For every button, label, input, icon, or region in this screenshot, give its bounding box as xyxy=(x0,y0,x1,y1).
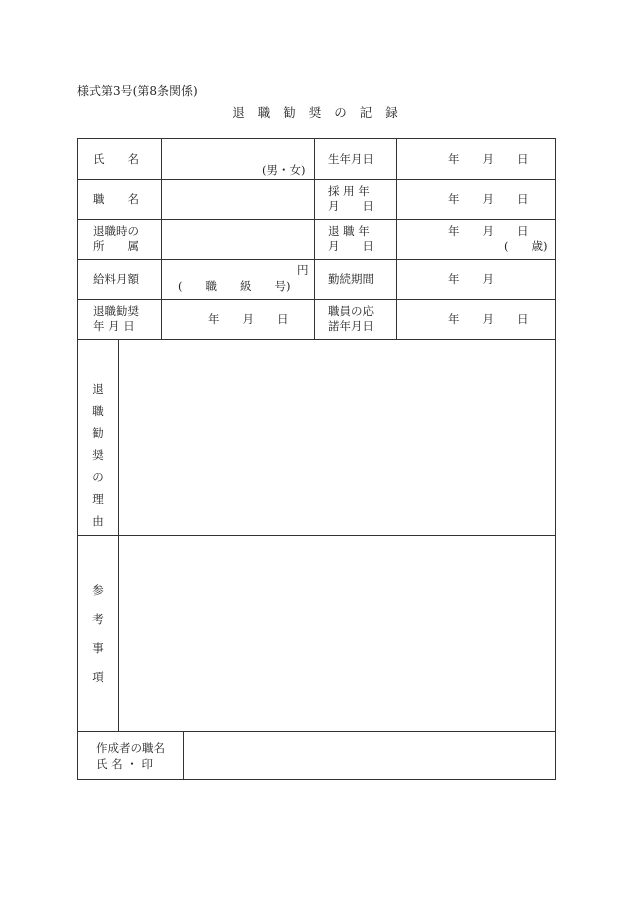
yen-unit: 円 xyxy=(297,263,309,277)
notes-label: 参 考 事 項 xyxy=(92,583,104,684)
birthdate-value: 年 月 日 xyxy=(448,152,529,166)
retire-date-value: 年 月 日 xyxy=(448,224,529,238)
notes-field[interactable] xyxy=(119,536,555,731)
author-label-2: 氏 名 ・ 印 xyxy=(96,757,153,771)
service-period-value: 年 月 xyxy=(448,272,494,286)
salary-label: 給料月額 xyxy=(93,272,139,286)
record-form-table xyxy=(77,138,556,780)
retire-date-label-1: 退 職 年 xyxy=(328,224,370,238)
retire-date-label-2: 月 日 xyxy=(328,239,374,253)
age-note: ( 歳) xyxy=(504,239,548,253)
document-title: 退職勧奨の記録 xyxy=(232,105,411,120)
hire-date-label-2: 月 日 xyxy=(328,199,374,213)
recommend-date-label-2: 年 月 日 xyxy=(93,319,135,333)
hire-date-label-1: 採 用 年 xyxy=(328,184,370,198)
hire-date-value: 年 月 日 xyxy=(448,192,529,206)
dept-label-2: 所 属 xyxy=(93,239,139,253)
response-date-value: 年 月 日 xyxy=(448,312,529,326)
birthdate-label: 生年月日 xyxy=(328,152,374,166)
post-label: 職 名 xyxy=(93,192,139,206)
dept-label-1: 退職時の xyxy=(93,224,139,238)
grade-note: ( 職 級 号) xyxy=(178,279,291,293)
author-field[interactable] xyxy=(184,732,555,779)
name-label: 氏 名 xyxy=(93,152,139,166)
response-date-label-1: 職員の応 xyxy=(328,304,374,318)
form-number: 様式第3号(第8条関係) xyxy=(77,84,198,98)
recommend-date-label-1: 退職勧奨 xyxy=(93,304,139,318)
sex-note: (男・女) xyxy=(262,163,306,177)
recommend-date-value: 年 月 日 xyxy=(208,312,289,326)
reason-field[interactable] xyxy=(119,340,555,535)
author-label-1: 作成者の職名 xyxy=(96,741,165,755)
reason-label: 退 職 勧 奨 の 理 由 xyxy=(92,382,104,528)
response-date-label-2: 諾年月日 xyxy=(328,319,374,333)
service-label: 勤続期間 xyxy=(328,272,374,286)
